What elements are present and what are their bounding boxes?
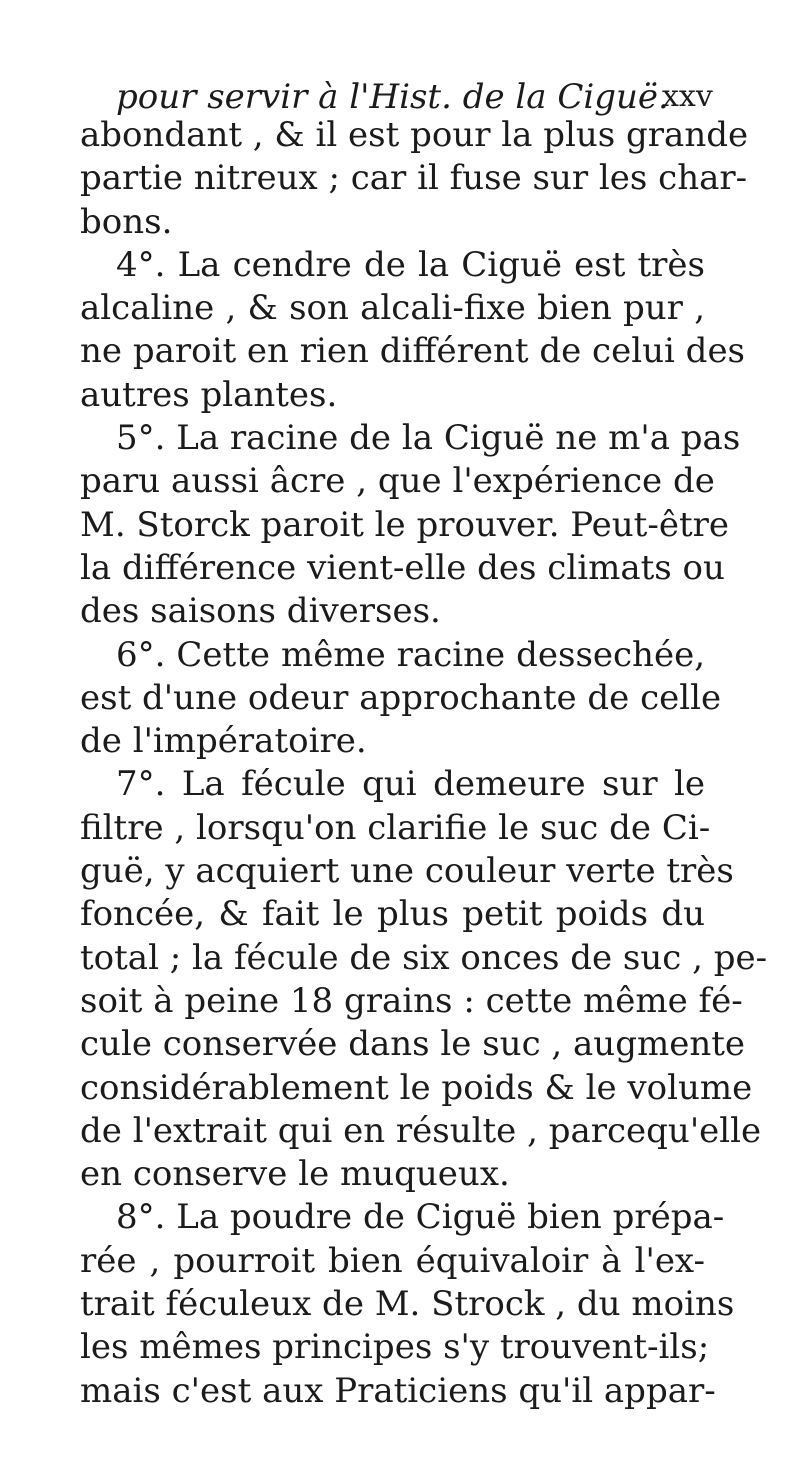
text-line: les mêmes principes s'y trouvent-ils; xyxy=(80,1327,710,1368)
text-line: total ; la fécule de six onces de suc , pe- xyxy=(80,937,768,978)
text-line: en conserve le muqueux. xyxy=(80,1154,510,1195)
text-line: 6°. Cette même racine dessechée, xyxy=(116,634,705,675)
text-line: 7°. La fécule qui demeure sur le xyxy=(116,764,705,805)
running-title: pour servir à l'Hist. de la Ciguë. xyxy=(116,77,669,117)
text-line: mais c'est aux Praticiens qu'il appar- xyxy=(80,1370,716,1411)
page-number: xxv xyxy=(662,79,713,114)
text-line: des saisons diverses. xyxy=(80,591,441,632)
text-line: considérablement le poids & le volume xyxy=(80,1067,753,1108)
text-line: abondant , & il est pour la plus grande xyxy=(80,115,749,155)
text-line: alcaline , & son alcali-fixe bien pur , xyxy=(80,288,705,329)
text-line: la différence vient-elle des climats ou xyxy=(80,547,725,588)
text-line: soit à peine 18 grains : cette même fé- xyxy=(80,980,743,1021)
text-line: autres plantes. xyxy=(80,374,338,415)
text-line: 8°. La poudre de Ciguë bien prépa- xyxy=(116,1197,725,1238)
text-line: 4°. La cendre de la Ciguë est très xyxy=(116,244,705,285)
text-line: bons. xyxy=(80,201,173,242)
text-line: partie nitreux ; car il fuse sur les char- xyxy=(80,158,748,199)
text-line: guë, y acquiert une couleur verte très xyxy=(80,851,734,892)
text-line: foncée, & fait le plus petit poids du xyxy=(80,894,705,935)
text-line: rée , pourroit bien équivaloir à l'ex- xyxy=(80,1240,705,1281)
text-line: ne paroit en rien différent de celui des xyxy=(80,331,746,372)
text-line: paru aussi âcre , que l'expérience de xyxy=(80,461,715,502)
text-line: de l'extrait qui en résulte , parcequ'elle xyxy=(80,1110,762,1151)
text-line: de l'impératoire. xyxy=(80,721,367,762)
text-line: filtre , lorsqu'on clarifie le suc de Ci- xyxy=(80,807,711,848)
text-line: 5°. La racine de la Ciguë ne m'a pas xyxy=(116,418,741,459)
text-line: est d'une odeur approchante de celle xyxy=(80,677,722,718)
body-text xyxy=(80,114,768,1413)
text-line: cule conservée dans le suc , augmente xyxy=(80,1024,746,1065)
text-line: M. Storck paroit le prouver. Peut-être xyxy=(80,504,729,545)
text-line: trait féculeux de M. Strock , du moins xyxy=(80,1284,735,1325)
